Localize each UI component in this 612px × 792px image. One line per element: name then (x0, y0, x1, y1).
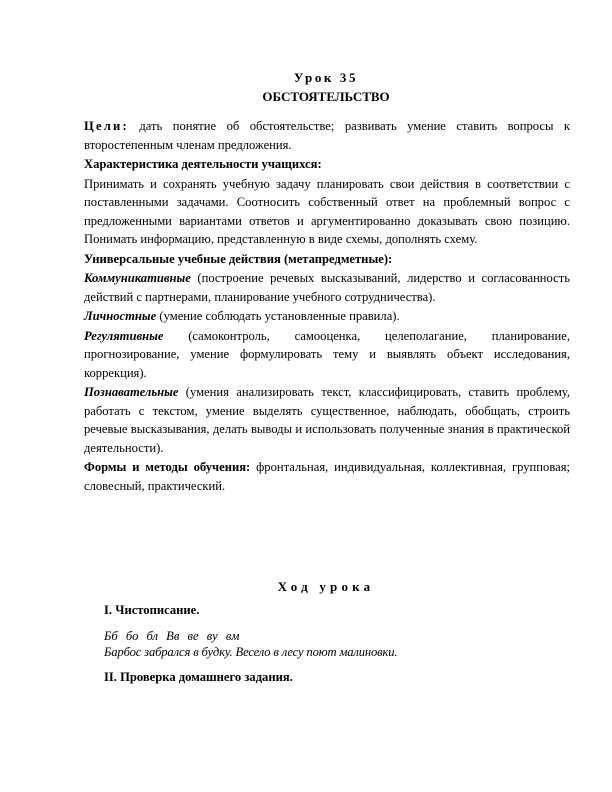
communicative-text: (построение речевых высказываний, лидерство и согласованность действий с партнерами, планирование учебного сотрудничества). (84, 271, 570, 304)
regulative-text: (самоконтроль, самооценка, целеполагание, планирование, прогнозирование, умение формулировать тему и выявлять объект исследования, коррекция). (84, 328, 570, 380)
regulative-label: Регулятивные (84, 328, 164, 343)
goals-label: Цели: (84, 119, 129, 133)
section-homework-heading: II. Проверка домашнего задания. (104, 670, 293, 684)
cognitive-paragraph (84, 383, 570, 457)
personal-label: Личностные (84, 309, 157, 323)
regulative-paragraph (84, 327, 570, 383)
communicative-paragraph (84, 269, 570, 306)
activity-heading: Характеристика деятельности учащихся: (84, 157, 322, 171)
forms-paragraph (84, 458, 570, 495)
calligraphy-letters: Бб бо бл Вв ве ву вм (104, 629, 240, 643)
cognitive-text: (умения анализировать текст, классифицировать, ставить проблему, работать с текстом, умение выделять существенное, наблюдать, обобщать, строить речевые высказывания, делать выводы и использовать полученные знания в практической деятельности). (84, 385, 570, 455)
cognitive-label: Познавательные (84, 385, 179, 399)
course-title: Ход урока (277, 579, 375, 594)
lesson-description (84, 117, 570, 496)
forms-text: фронтальная, индивидуальная, коллективная, групповая; словесный, практический. (84, 460, 570, 493)
personal-text: (умение соблюдать установленные правила). (156, 309, 400, 323)
activity-text: Принимать и сохранять учебную задачу планировать свои действия в соответствии с поставленными задачами. Соотносить собственный ответ на проблемный вопрос с предложенными вариантами ответов и аргументированно доказывать свою позицию. Понимать информацию, представленную в виде схемы, дополнять схему. (84, 176, 570, 246)
forms-label: Формы и методы обучения: (84, 460, 251, 474)
calligraphy-sentence: Барбос забрался в будку. Весело в лесу поют малиновки. (104, 645, 398, 659)
goals-paragraph (84, 117, 570, 154)
personal-paragraph (84, 307, 570, 326)
section-calligraphy-heading: I. Чистописание. (104, 603, 200, 617)
goals-text: дать понятие об обстоятельстве; развивать умение ставить вопросы к второстепенным членам предложения. (84, 119, 570, 152)
lesson-number: Урок 35 (293, 70, 359, 85)
communicative-label: Коммуникативные (84, 271, 191, 285)
uud-heading: Универсальные учебные действия (метапредметные): (84, 251, 393, 266)
lesson-title: ОБСТОЯТЕЛЬСТВО (262, 89, 390, 104)
